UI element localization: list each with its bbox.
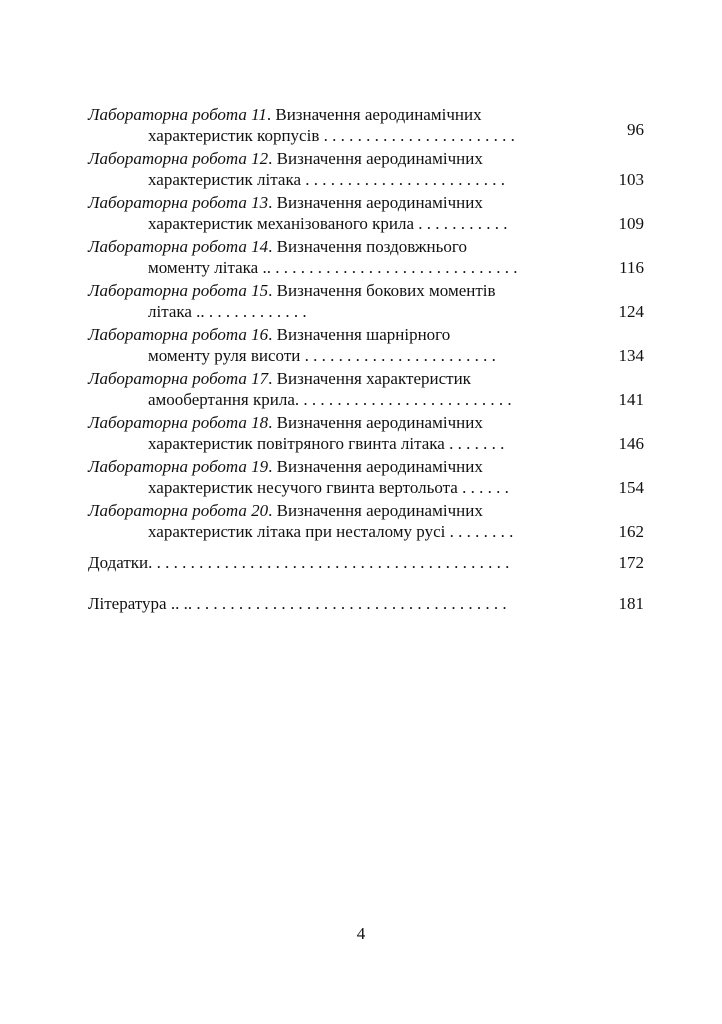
table-of-contents xyxy=(88,104,648,614)
lab-work-label: Лабораторна робота 12 xyxy=(88,149,269,168)
lab-work-title: . Визначення аеродинамічних xyxy=(268,457,483,476)
toc-page-number: 124 xyxy=(618,302,644,321)
lab-work-label: Лабораторна робота 17 xyxy=(88,369,269,388)
lab-work-label: Лабораторна робота 19 xyxy=(88,457,269,476)
lab-work-title: . Визначення поздовжнього xyxy=(268,237,467,256)
lab-work-label: Лабораторна робота 14 xyxy=(88,237,269,256)
toc-entry xyxy=(88,236,648,280)
toc-entry xyxy=(88,280,648,324)
toc-page-number: 181 xyxy=(618,594,644,613)
toc-entry-heading xyxy=(88,236,467,257)
toc-entry-continuation: характеристик повітряного гвинта літака . . . . . . . xyxy=(148,434,505,453)
lab-work-title: . Визначення аеродинамічних xyxy=(268,149,483,168)
toc-entry-appendix xyxy=(88,552,648,573)
lab-work-label: Лабораторна робота 16 xyxy=(88,325,269,344)
toc-page-number: 109 xyxy=(618,214,644,233)
lab-work-title: . Визначення аеродинамічних xyxy=(268,193,483,212)
toc-entry-heading xyxy=(88,104,482,125)
toc-entry-continuation: характеристик несучого гвинта вертольота . . . . . . xyxy=(148,478,509,497)
lab-work-title: . Визначення характеристик xyxy=(268,369,471,388)
lab-work-title: . Визначення аеродинамічних xyxy=(266,105,482,124)
toc-page-number: 154 xyxy=(618,478,644,497)
lab-work-label: Лабораторна робота 15 xyxy=(88,281,269,300)
toc-entry-continuation: амообертання крила. . . . . . . . . . . . . . . . . . . . . . . . . . xyxy=(148,390,512,409)
toc-entry-continuation: моменту руля висоти . . . . . . . . . . . . . . . . . . . . . . . xyxy=(148,346,496,365)
lab-work-label: Лабораторна робота 11 xyxy=(88,105,267,124)
lab-work-title: . Визначення бокових моментів xyxy=(268,281,496,300)
toc-page-number: 172 xyxy=(618,553,644,572)
toc-entry-heading xyxy=(88,412,483,433)
lab-work-title: . Визначення аеродинамічних xyxy=(268,501,483,520)
toc-entry-continuation: характеристик літака при несталому русі . . . . . . . . xyxy=(148,522,514,541)
toc-entry xyxy=(88,456,648,500)
toc-entry-continuation: моменту літака .. . . . . . . . . . . . . . . . . . . . . . . . . . . . . . xyxy=(148,258,518,277)
toc-page-number: 103 xyxy=(618,170,644,189)
toc-entry-heading xyxy=(88,500,483,521)
spacer xyxy=(88,544,648,552)
toc-entry-continuation: характеристик механізованого крила . . . . . . . . . . . xyxy=(148,214,508,233)
appendix-label: Додатки. . . . . . . . . . . . . . . . . . . . . . . . . . . . . . . . . . . . . . . . . . . xyxy=(88,553,510,572)
literature-label: Література .. .. . . . . . . . . . . . . . . . . . . . . . . . . . . . . . . . . . . . . . xyxy=(88,594,507,613)
toc-entry-heading xyxy=(88,324,450,345)
toc-page-number: 134 xyxy=(618,346,644,365)
toc-entry xyxy=(88,148,648,192)
toc-page-number: 96 xyxy=(627,120,644,139)
spacer xyxy=(88,573,648,593)
toc-page-number: 116 xyxy=(619,258,644,277)
toc-entry-heading xyxy=(88,456,483,477)
toc-entry-continuation: літака .. . . . . . . . . . . . . xyxy=(148,302,307,321)
lab-work-label: Лабораторна робота 13 xyxy=(88,193,269,212)
toc-page-number: 141 xyxy=(618,390,644,409)
toc-entry-heading xyxy=(88,192,483,213)
lab-work-title: . Визначення шарнірного xyxy=(268,325,451,344)
toc-entry-literature xyxy=(88,593,648,614)
page-number-footer: 4 xyxy=(356,924,366,943)
toc-entry xyxy=(88,192,648,236)
toc-entry xyxy=(88,104,648,148)
toc-entry xyxy=(88,324,648,368)
toc-entry-continuation: характеристик корпусів . . . . . . . . . . . . . . . . . . . . . . . xyxy=(148,126,515,145)
lab-work-label: Лабораторна робота 18 xyxy=(88,413,269,432)
toc-entry-continuation: характеристик літака . . . . . . . . . . . . . . . . . . . . . . . . xyxy=(148,170,505,189)
toc-entry-heading xyxy=(88,280,496,301)
toc-entry-heading xyxy=(88,368,471,389)
toc-entry xyxy=(88,500,648,544)
toc-entry-heading xyxy=(88,148,483,169)
toc-entry xyxy=(88,368,648,412)
toc-entry xyxy=(88,412,648,456)
lab-work-title: . Визначення аеродинамічних xyxy=(268,413,483,432)
toc-page-number: 146 xyxy=(618,434,644,453)
lab-work-label: Лабораторна робота 20 xyxy=(88,501,269,520)
toc-page-number: 162 xyxy=(618,522,644,541)
